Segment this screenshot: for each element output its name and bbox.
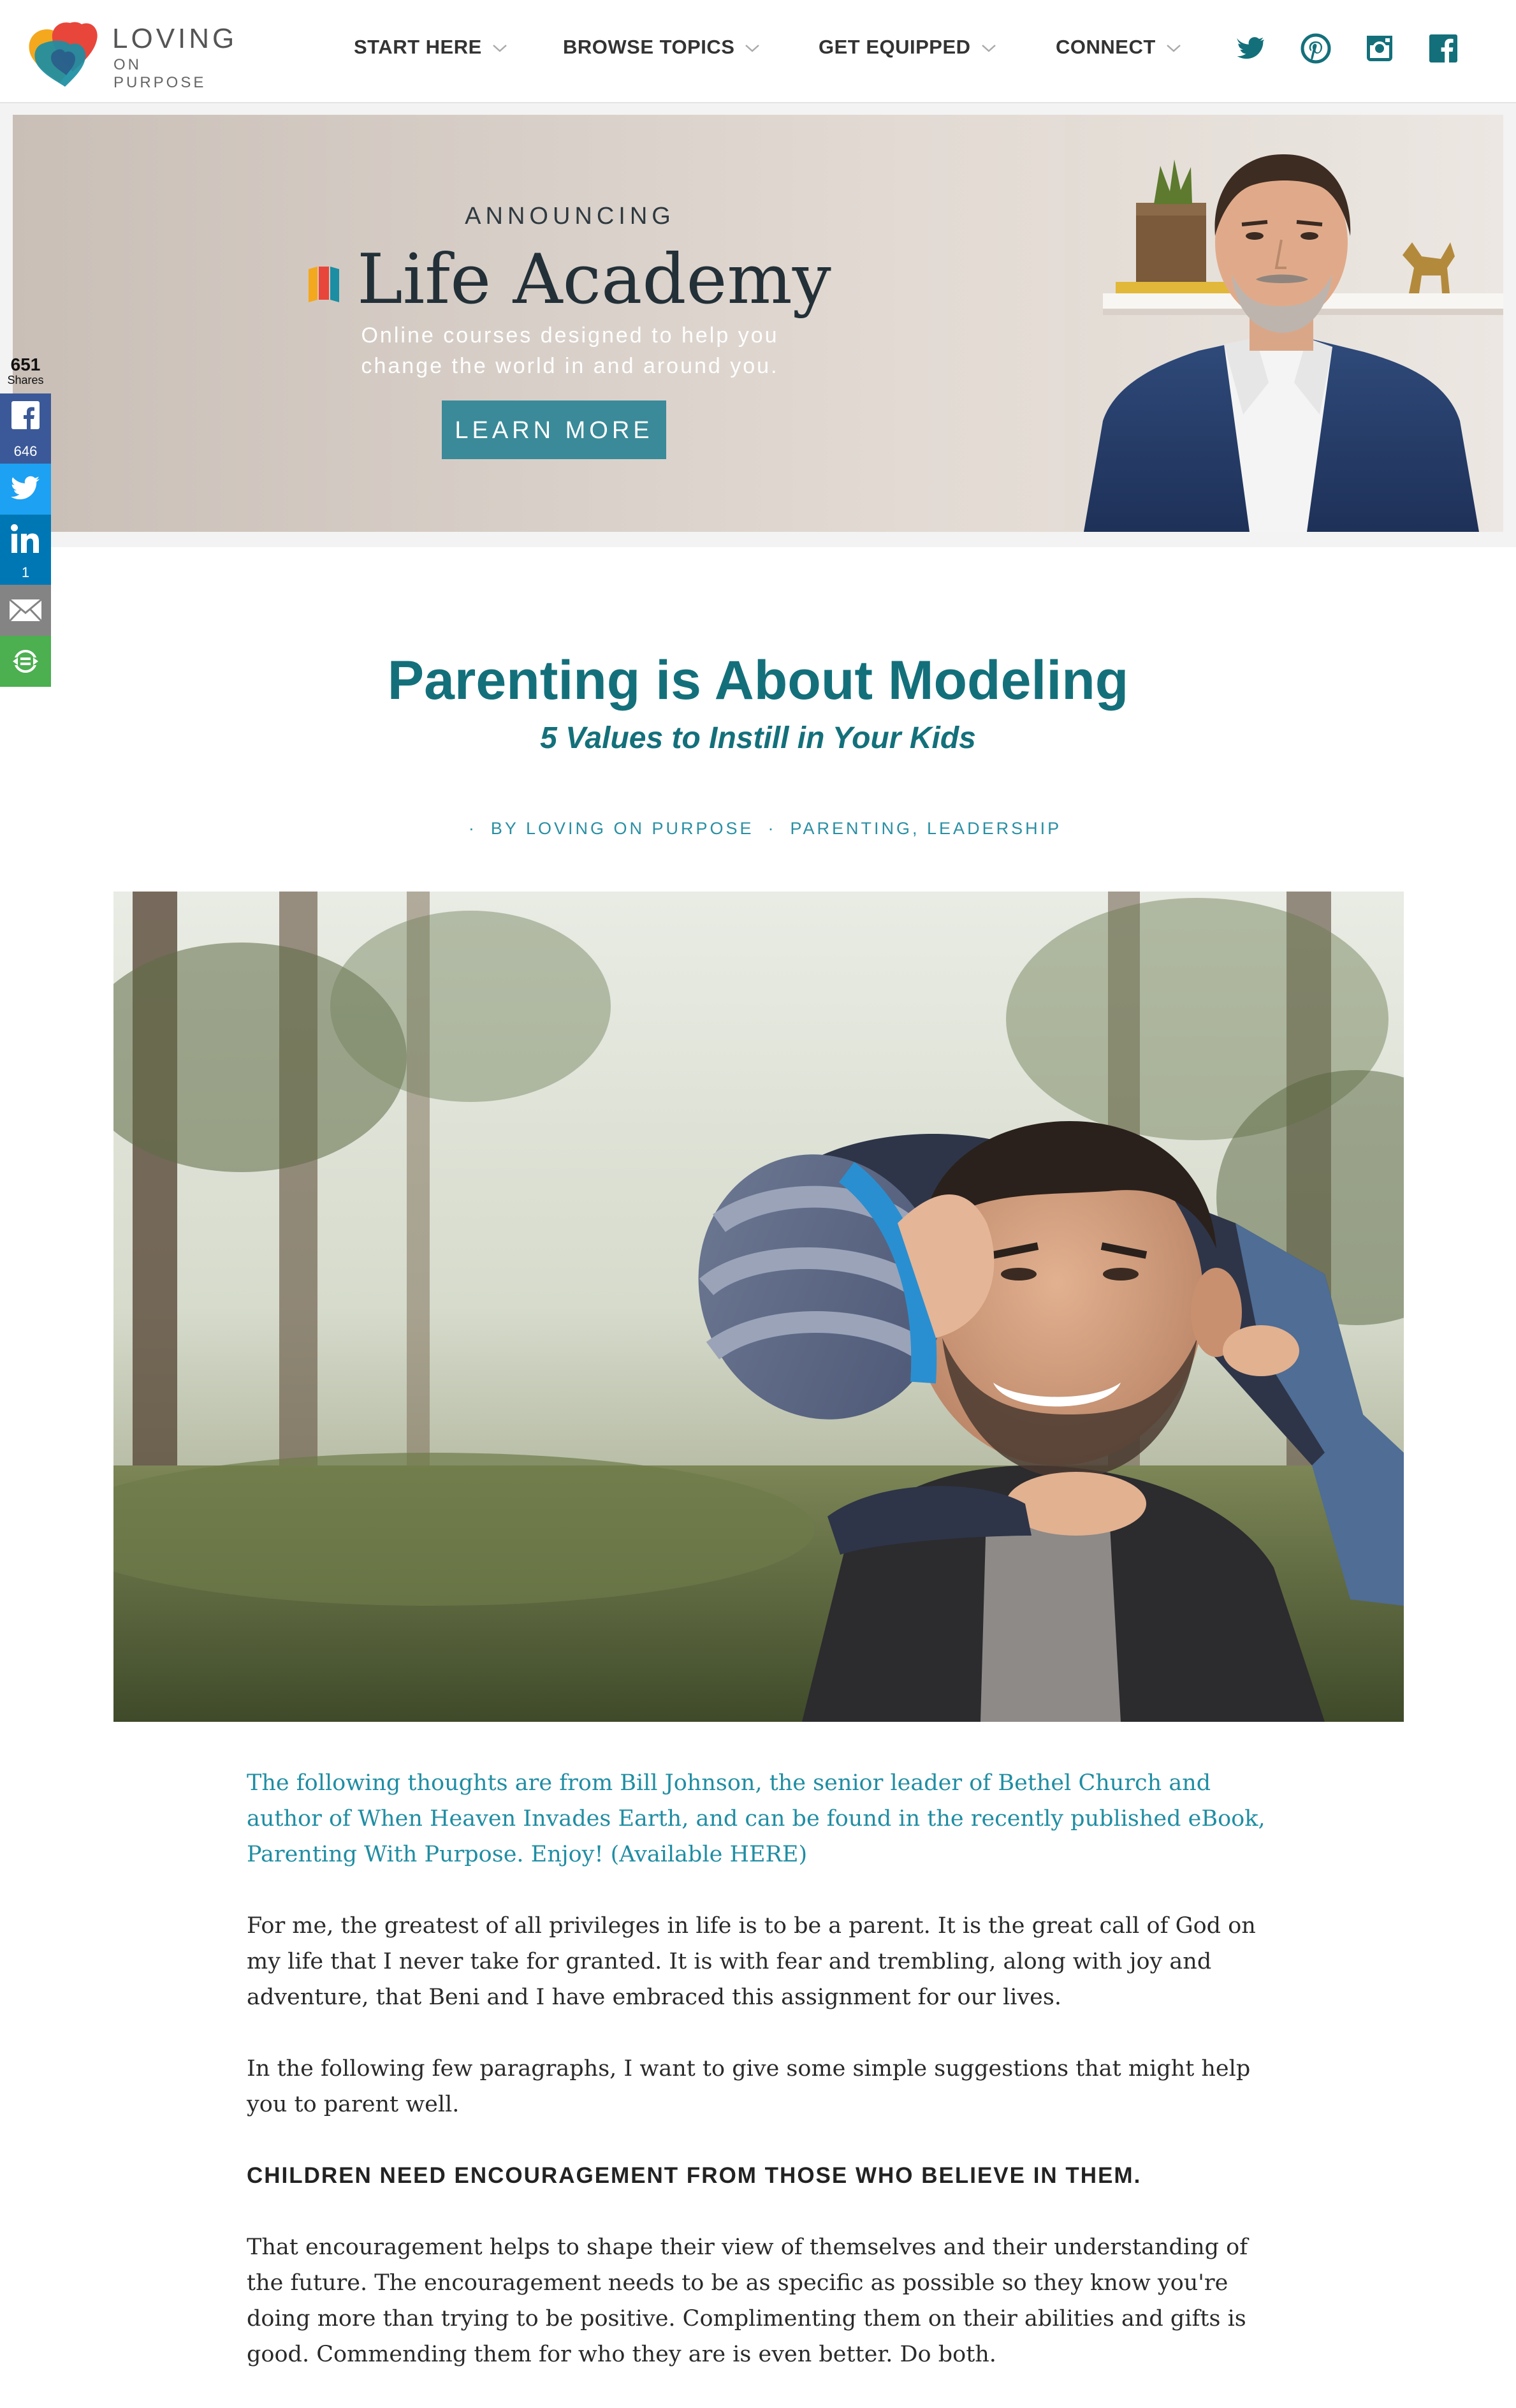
- twitter-icon[interactable]: [1235, 33, 1266, 64]
- learn-more-button[interactable]: LEARN MORE: [442, 400, 666, 459]
- article-paragraph: In the following few paragraphs, I want to give some simple suggestions that might help you to parent well.: [247, 2056, 1251, 2117]
- logo-text-primary: LOVING: [112, 23, 238, 54]
- article-subtitle: 5 Values to Instill in Your Kids: [540, 721, 976, 755]
- banner-announce-label: ANNOUNCING: [465, 203, 675, 230]
- category-links[interactable]: PARENTING, LEADERSHIP: [790, 819, 1062, 838]
- pinterest-icon[interactable]: [1301, 33, 1331, 64]
- logo-hearts-icon: [24, 18, 103, 89]
- share-linkedin-button[interactable]: [0, 515, 51, 585]
- banner-title: Life Academy: [357, 240, 831, 319]
- life-academy-flag-icon: [307, 265, 340, 304]
- chevron-down-icon: [745, 44, 760, 53]
- article-paragraph: For me, the greatest of all privileges in life is to be a parent. It is the great call of God on my life that I never take for granted. It is with fear and trembling, along with joy and adventure, that Beni and I have embraced this assignment for our lives.: [247, 1913, 1256, 2010]
- life-academy-banner[interactable]: [13, 115, 1503, 532]
- facebook-icon: [11, 401, 40, 429]
- share-total-count: 651: [10, 355, 41, 374]
- linkedin-icon: [10, 524, 41, 554]
- share-facebook-button[interactable]: [0, 393, 51, 464]
- nav-label: GET EQUIPPED: [819, 36, 971, 58]
- share-total-label: Shares: [7, 374, 44, 386]
- author-link[interactable]: BY LOVING ON PURPOSE: [490, 819, 754, 838]
- promo-banner-section: [0, 103, 1516, 547]
- nav-start-here[interactable]: [354, 36, 507, 59]
- chevron-down-icon: [981, 44, 996, 53]
- article-body: [247, 1765, 1273, 2408]
- share-sidebar: [0, 355, 51, 687]
- linkedin-share-count: 1: [21, 564, 30, 580]
- share-email-button[interactable]: [0, 585, 51, 636]
- twitter-icon: [10, 475, 41, 502]
- hero-image: [113, 892, 1404, 1722]
- email-icon: [9, 599, 42, 622]
- nav-browse-topics[interactable]: [563, 36, 760, 59]
- article-paragraph: That encouragement helps to shape their view of themselves and their understanding of the future. The encouragement needs to be as specific as possible so they know you're doing more than trying to be positive. Complimenting them on their abilities and gifts is good. Commending them for who they are is even better. Do both.: [247, 2235, 1248, 2367]
- nav-label: CONNECT: [1056, 36, 1156, 58]
- presenter-portrait-image: [1065, 115, 1503, 532]
- instagram-icon[interactable]: [1364, 33, 1395, 64]
- logo-text-secondary: ON PURPOSE: [113, 56, 207, 91]
- nav-get-equipped[interactable]: [819, 36, 996, 59]
- share-twitter-button[interactable]: [0, 464, 51, 515]
- article-meta: [0, 819, 1516, 839]
- article-section-heading: CHILDREN NEED ENCOURAGEMENT FROM THOSE WHO BELIEVE IN THEM.: [247, 2163, 1142, 2188]
- article-intro-link[interactable]: The following thoughts are from Bill Johnson, the senior leader of Bethel Church and author of When Heaven Invades Earth, and can be found in the recently published eBook, Parenting With Purpose. Enjoy! (Available HERE): [247, 1770, 1265, 1867]
- meta-bullet: ·: [468, 819, 477, 838]
- banner-subtitle-line1: Online courses designed to help you: [361, 323, 779, 348]
- banner-subtitle: [13, 320, 1127, 381]
- nav-connect[interactable]: [1056, 36, 1181, 59]
- article-title: Parenting is About Modeling: [387, 650, 1129, 711]
- chevron-down-icon: [1166, 44, 1181, 53]
- chevron-down-icon: [492, 44, 507, 53]
- site-logo[interactable]: [24, 14, 238, 91]
- nav-label: START HERE: [354, 36, 482, 58]
- nav-label: BROWSE TOPICS: [563, 36, 735, 58]
- facebook-icon[interactable]: [1428, 33, 1459, 64]
- father-son-photo: [113, 892, 1404, 1722]
- facebook-share-count: 646: [13, 443, 38, 459]
- site-header: [0, 0, 1516, 103]
- meta-bullet: ·: [768, 819, 776, 838]
- banner-subtitle-line2: change the world in and around you.: [361, 354, 779, 378]
